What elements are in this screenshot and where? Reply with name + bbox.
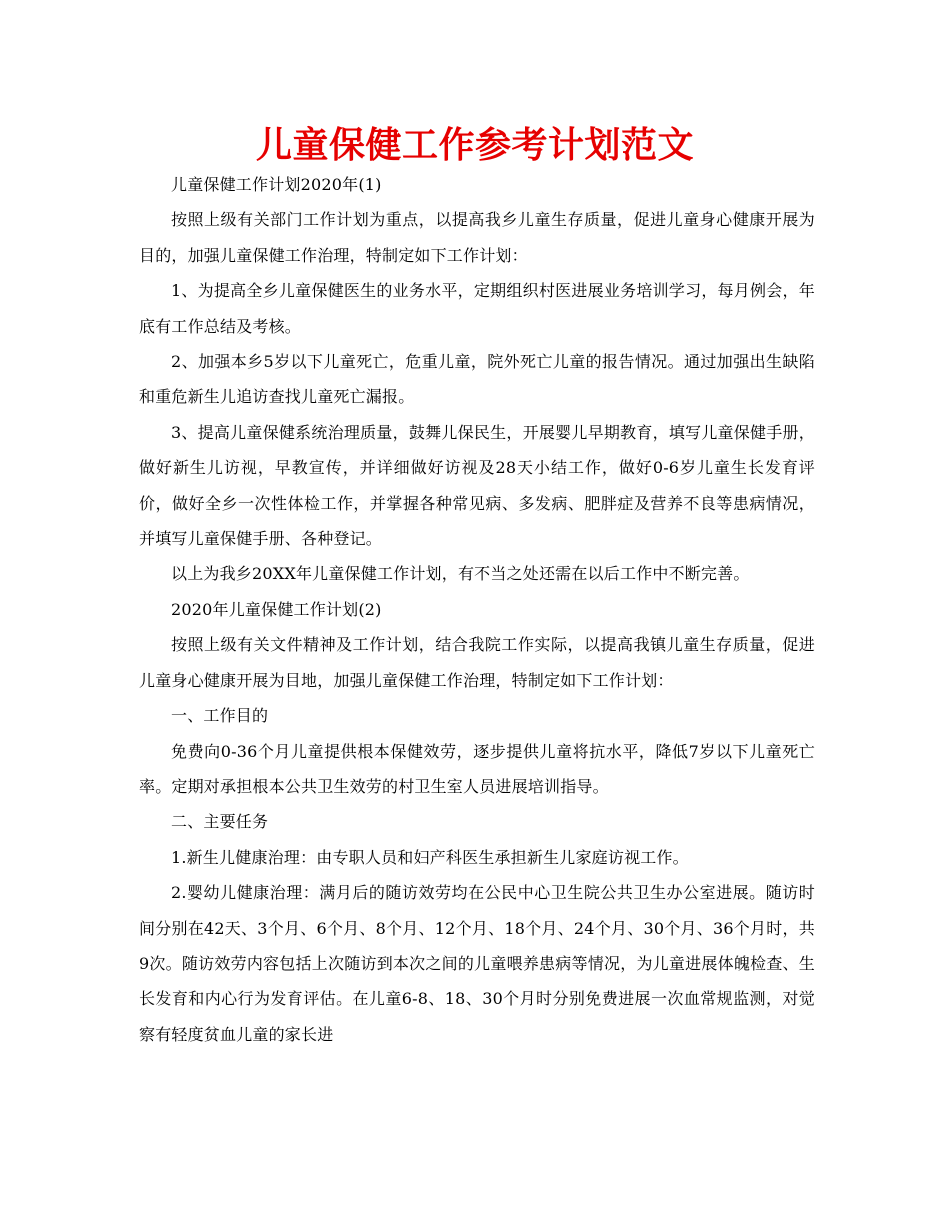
document-title: 儿童保健工作参考计划范文	[255, 125, 694, 166]
paragraph-item-3: 3、提高儿童保健系统治理质量，鼓舞儿保民生，开展婴儿早期教育，填写儿童保健手册，做好新生儿访视，早教宣传，并详细做好访视及28天小结工作，做好0-6岁儿童生长发育评价，做好全乡一次性体检工作，并掌握各种常见病、多发病、肥胖症及营养不良等患病情况，并填写儿童保健手册、各种登记。	[139, 422, 815, 549]
paragraph-objectives: 免费向0-36个月儿童提供根本保健效劳，逐步提供儿童将抗水平，降低7岁以下儿童死亡率。定期对承担根本公共卫生效劳的村卫生室人员进展培训指导。	[139, 741, 815, 796]
paragraph-plan-1-heading: 儿童保健工作计划2020年(1)	[171, 175, 382, 194]
section-heading-objectives: 一、工作目的	[171, 706, 269, 726]
paragraph-task-1: 1.新生儿健康治理：由专职人员和妇产科医生承担新生儿家庭访视工作。	[171, 847, 689, 867]
paragraph-item-2: 2、加强本乡5岁以下儿童死亡，危重儿童，院外死亡儿童的报告情况。通过加强出生缺陷和重危新生儿追访查找儿童死亡漏报。	[139, 352, 815, 407]
paragraph-plan-1-intro: 按照上级有关部门工作计划为重点，以提高我乡儿童生存质量，促进儿童身心健康开展为目的，加强儿童保健工作治理，特制定如下工作计划：	[139, 210, 815, 265]
section-heading-tasks: 二、主要任务	[171, 812, 269, 832]
document-body	[139, 167, 815, 1052]
paragraph-item-1: 1、为提高全乡儿童保健医生的业务水平，定期组织村医进展业务培训学习，每月例会，年底有工作总结及考核。	[139, 281, 815, 336]
paragraph-plan-1-conclusion: 以上为我乡20XX年儿童保健工作计划，有不当之处还需在以后工作中不断完善。	[171, 564, 750, 584]
paragraph-plan-2-heading: 2020年儿童保健工作计划(2)	[171, 599, 382, 619]
paragraph-plan-2-intro: 按照上级有关文件精神及工作计划，结合我院工作实际，以提高我镇儿童生存质量，促进儿童身心健康开展为目地，加强儿童保健工作治理，特制定如下工作计划：	[139, 635, 815, 690]
paragraph-task-2: 2.婴幼儿健康治理：满月后的随访效劳均在公民中心卫生院公共卫生办公室进展。随访时间分别在42天、3个月、6个月、8个月、12个月、18个月、24个月、30个月、36个月时，共9次。随访效劳内容包括上次随访到本次之间的儿童喂养患病等情况，为儿童进展体魄检查、生长发育和内心行为发育评估。在儿童6-8、18、30个月时分别免费进展一次血常规监测，对觉察有轻度贫血儿童的家长进	[139, 883, 815, 1044]
